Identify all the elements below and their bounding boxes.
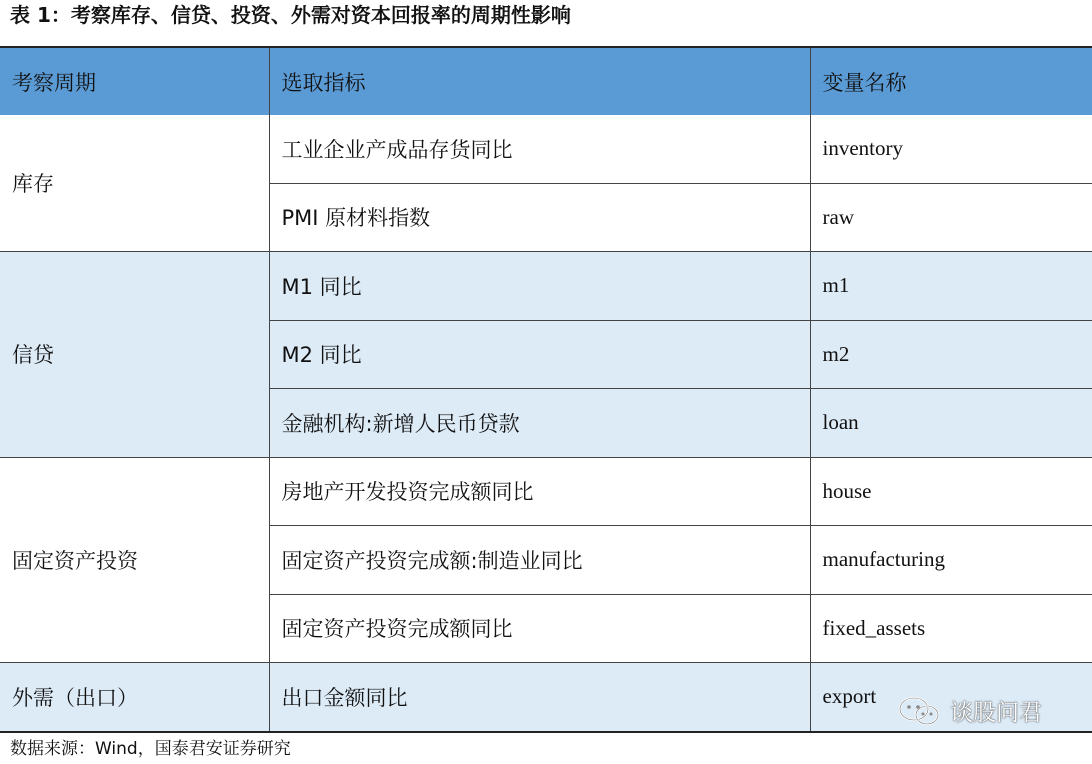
indicator-cell: 房地产开发投资完成额同比 bbox=[269, 457, 810, 526]
header-period: 考察周期 bbox=[0, 48, 269, 115]
variable-cell: manufacturing bbox=[810, 526, 1092, 595]
table-row bbox=[0, 252, 1092, 321]
variable-cell: fixed_assets bbox=[810, 594, 1092, 663]
table-row bbox=[0, 457, 1092, 526]
table-title: 表 1：考察库存、信贷、投资、外需对资本回报率的周期性影响 bbox=[10, 3, 571, 27]
indicator-cell: 金融机构:新增人民币贷款 bbox=[269, 389, 810, 458]
indicator-cell: 固定资产投资完成额同比 bbox=[269, 594, 810, 663]
category-cell: 库存 bbox=[0, 115, 269, 252]
wechat-icon bbox=[898, 696, 942, 726]
indicator-cell: PMI 原材料指数 bbox=[269, 183, 810, 252]
variable-cell: inventory bbox=[810, 115, 1092, 183]
indicator-cell: M1 同比 bbox=[269, 252, 810, 321]
header-indicator: 选取指标 bbox=[269, 48, 810, 115]
variable-cell: house bbox=[810, 457, 1092, 526]
watermark-text: 谈股问君 bbox=[950, 700, 1042, 726]
table-row bbox=[0, 115, 1092, 183]
variable-cell: m2 bbox=[810, 320, 1092, 389]
data-table bbox=[0, 48, 1092, 732]
category-cell: 外需（出口） bbox=[0, 663, 269, 732]
bottom-rule bbox=[0, 731, 1092, 733]
category-cell: 信贷 bbox=[0, 252, 269, 458]
indicator-cell: 工业企业产成品存货同比 bbox=[269, 115, 810, 183]
category-cell: 固定资产投资 bbox=[0, 457, 269, 663]
header-row bbox=[0, 48, 1092, 115]
variable-cell: m1 bbox=[810, 252, 1092, 321]
variable-cell: loan bbox=[810, 389, 1092, 458]
indicator-cell: M2 同比 bbox=[269, 320, 810, 389]
variable-cell: export bbox=[810, 663, 1092, 732]
source-note: 数据来源：Wind，国泰君安证券研究 bbox=[10, 739, 291, 759]
indicator-cell: 固定资产投资完成额:制造业同比 bbox=[269, 526, 810, 595]
indicator-cell: 出口金额同比 bbox=[269, 663, 810, 732]
variable-cell: raw bbox=[810, 183, 1092, 252]
header-variable: 变量名称 bbox=[810, 48, 1092, 115]
watermark bbox=[898, 694, 1042, 727]
